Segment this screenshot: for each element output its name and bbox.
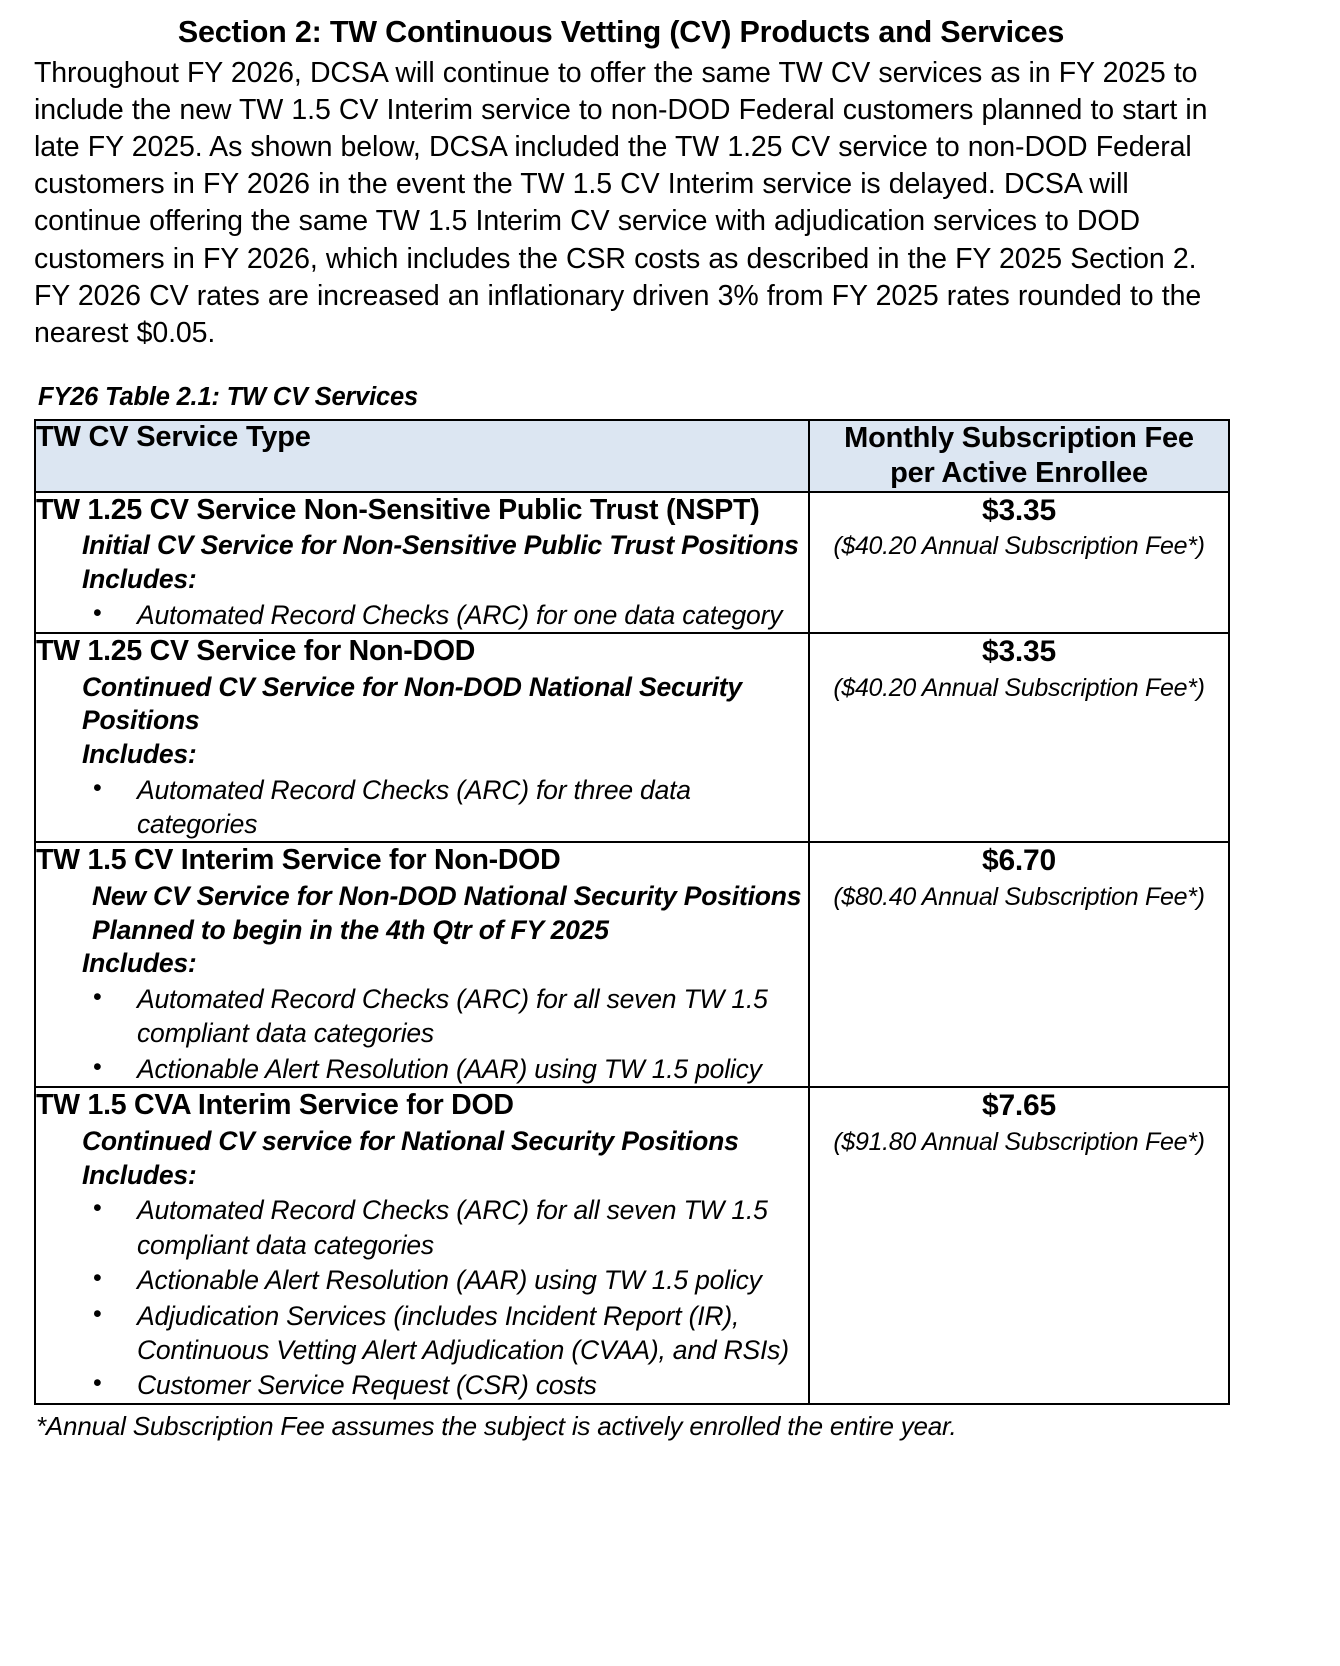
- service-subtitle: Continued CV Service for Non-DOD National Security Positions: [82, 671, 742, 736]
- service-includes-label: Includes:: [82, 738, 197, 769]
- service-title: TW 1.25 CV Service Non-Sensitive Public Trust (NSPT): [36, 493, 760, 526]
- monthly-fee-amount: $6.70: [981, 844, 1057, 878]
- annual-fee-note: ($80.40 Annual Subscription Fee*): [833, 883, 1205, 912]
- service-subtitle-secondary: Planned to begin in the 4th Qtr of FY 2025: [92, 914, 609, 945]
- list-item: • Actionable Alert Resolution (AAR) using TW 1.5 policy: [36, 1052, 808, 1086]
- service-title: TW 1.25 CV Service for Non-DOD: [36, 635, 476, 668]
- fee-table: [34, 419, 1230, 1405]
- list-item: • Automated Record Checks (ARC) for three data categories: [36, 773, 808, 842]
- service-cell: [35, 842, 809, 1087]
- page-title: Section 2: TW Continuous Vetting (CV) Products and Services: [177, 15, 1065, 49]
- list-item: • Automated Record Checks (ARC) for all seven TW 1.5 compliant data categories: [36, 982, 808, 1051]
- table-body: [35, 492, 1229, 1404]
- service-bullet-list: [36, 598, 808, 632]
- service-subtitle: Initial CV Service for Non-Sensitive Public Trust Positions: [82, 530, 799, 561]
- service-subtitle: New CV Service for Non-DOD National Security Positions: [92, 881, 802, 912]
- service-bullet-list: [36, 1193, 808, 1403]
- table-row: [35, 842, 1229, 1087]
- annual-fee-note: ($40.20 Annual Subscription Fee*): [833, 673, 1205, 702]
- table-footnote: *Annual Subscription Fee assumes the subject is actively enrolled the entire year.: [36, 1410, 957, 1441]
- annual-fee-note: ($40.20 Annual Subscription Fee*): [833, 532, 1205, 561]
- list-item: • Actionable Alert Resolution (AAR) using TW 1.5 policy: [36, 1263, 808, 1297]
- service-title: TW 1.5 CVA Interim Service for DOD: [36, 1089, 514, 1122]
- list-item: • Automated Record Checks (ARC) for all seven TW 1.5 compliant data categories: [36, 1193, 808, 1262]
- fee-cell: [809, 842, 1229, 1087]
- table-caption: FY26 Table 2.1: TW CV Services: [38, 383, 418, 412]
- service-title: TW 1.5 CV Interim Service for Non-DOD: [36, 844, 561, 877]
- list-item: • Customer Service Request (CSR) costs: [36, 1368, 808, 1402]
- intro-paragraph: Throughout FY 2026, DCSA will continue to offer the same TW CV services as in FY 2025 to include the new TW 1.5 CV Interim service to non-DOD Federal customers planned to start in late FY 2025. As shown below, DCSA included the TW 1.25 CV service to non-DOD Federal customers in FY 2026 in the event the TW 1.5 CV Interim service is delayed. DCSA will continue offering the same TW 1.5 Interim CV service with adjudication services to DOD customers in FY 2026, which includes the CSR costs as described in the FY 2025 Section 2. FY 2026 CV rates are increased an inflationary driven 3% from FY 2025 rates rounded to the nearest $0.05.: [34, 56, 1208, 349]
- service-includes-label: Includes:: [82, 563, 197, 594]
- service-cell: [35, 633, 809, 842]
- list-item: • Automated Record Checks (ARC) for one data category: [36, 598, 808, 632]
- column-header-service-type: TW CV Service Type: [35, 420, 809, 492]
- table-row: [35, 492, 1229, 633]
- monthly-fee-amount: $3.35: [981, 493, 1057, 527]
- column-header-fee-line1: Monthly Subscription Fee: [844, 422, 1194, 455]
- fee-cell: [809, 633, 1229, 842]
- table-head: [35, 420, 1229, 492]
- list-item: • Adjudication Services (includes Incident Report (IR), Continuous Vetting Alert Adjudication (CVAA), and RSIs): [36, 1299, 808, 1368]
- table-header-row: [35, 420, 1229, 492]
- service-cell: [35, 492, 809, 633]
- service-bullet-list: [36, 982, 808, 1086]
- column-header-monthly-fee: [809, 420, 1229, 492]
- monthly-fee-amount: $7.65: [981, 1089, 1057, 1123]
- fee-cell: [809, 1087, 1229, 1404]
- table-row: [35, 633, 1229, 842]
- service-subtitle: Continued CV service for National Security Positions: [82, 1125, 739, 1156]
- column-header-fee-line2: per Active Enrollee: [890, 456, 1148, 489]
- service-includes-label: Includes:: [82, 948, 197, 979]
- service-bullet-list: [36, 773, 808, 842]
- table-row: [35, 1087, 1229, 1404]
- annual-fee-note: ($91.80 Annual Subscription Fee*): [833, 1127, 1205, 1156]
- service-includes-label: Includes:: [82, 1159, 197, 1190]
- service-cell: [35, 1087, 809, 1404]
- monthly-fee-amount: $3.35: [981, 635, 1057, 669]
- fee-cell: [809, 492, 1229, 633]
